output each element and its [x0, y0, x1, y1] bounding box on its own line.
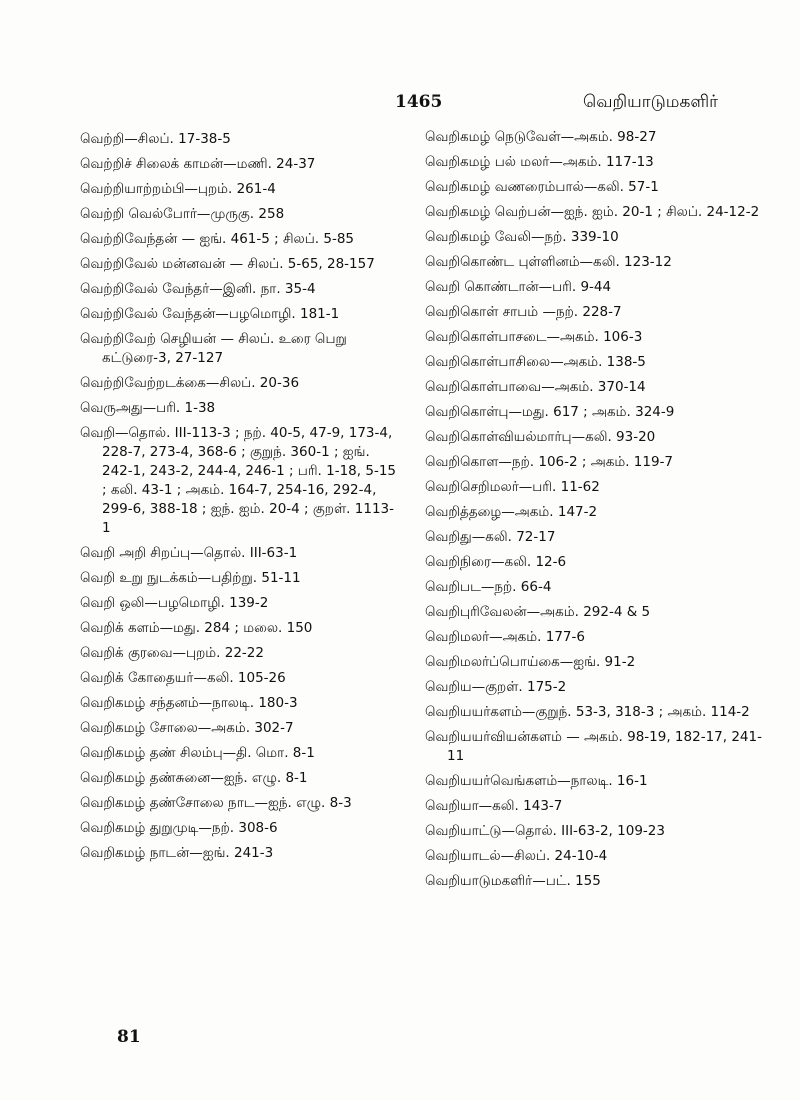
index-entry: வெற்றியாற்றம்பி—புறம். 261-4 [80, 181, 276, 197]
index-entry: வெறிகமழ் சோலை—அகம். 302-7 [80, 720, 294, 736]
index-entry: வெற்றிவேற்றடக்கை—சிலப். 20-36 [80, 375, 300, 391]
index-entry: வெறிக் கோதையர்—கலி. 105-26 [80, 670, 286, 686]
index-entry: வெறியா—கலி. 143-7 [425, 798, 563, 814]
index-entry: வெறிகமழ் வணரைம்பால்—கலி. 57-1 [425, 179, 659, 195]
signature-number: 81 [117, 1027, 141, 1047]
index-entry: வெற்றிவேல் வேந்தர்—இனி. நா. 35-4 [80, 281, 316, 297]
index-entry: வெறியயர்வியன்களம் — அகம். 98-19, 182-17, 241-11 [425, 729, 762, 764]
index-entry: வெறி அறி சிறப்பு—தொல். III-63-1 [80, 545, 298, 561]
right-column [425, 128, 765, 897]
index-entry: வெறிகொள்பாசிலை—அகம். 138-5 [425, 354, 646, 370]
index-entry: வெறிய—குறள். 175-2 [425, 679, 567, 695]
index-entry: வெறிசெறிமலர்—பரி. 11-62 [425, 479, 600, 495]
index-entry: வெறிகமழ் பல் மலர்—அகம். 117-13 [425, 154, 654, 170]
index-entry: வெறித்தழை—அகம். 147-2 [425, 504, 598, 520]
index-entry: வெறிது—கலி. 72-17 [425, 529, 556, 545]
index-entry: வெறிகொள்பாவை—அகம். 370-14 [425, 379, 646, 395]
index-entry: வெறிகமழ் தண்சுனை—ஐந். எழு. 8-1 [80, 770, 308, 786]
index-entry: வெறிமலர்—அகம். 177-6 [425, 629, 585, 645]
index-entry: வெறிகமழ் சந்தனம்—நாலடி. 180-3 [80, 695, 298, 711]
index-entry: வெறிகொள—நற். 106-2 ; அகம். 119-7 [425, 454, 674, 470]
index-entry: வெறிகொள்பு—மது. 617 ; அகம். 324-9 [425, 404, 675, 420]
index-entry: வெறிகமழ் வெற்பன்—ஐந். ஐம். 20-1 ; சிலப். 24-12-2 [425, 204, 760, 220]
index-entry: வெறிகொள்பாசடை—அகம். 106-3 [425, 329, 643, 345]
index-entry: வெருஅது—பரி. 1-38 [80, 400, 216, 416]
index-entry: வெறிகமழ் தண் சிலம்பு—தி. மொ. 8-1 [80, 745, 315, 761]
index-entry: வெறிகமழ் நெடுவேள்—அகம். 98-27 [425, 129, 657, 145]
index-entry: வெறிகொள் சாபம் —நற். 228-7 [425, 304, 622, 320]
index-entry: வெறி உறு நுடக்கம்—பதிற்று. 51-11 [80, 570, 301, 586]
index-entry: வெறிக் குரவை—புறம். 22-22 [80, 645, 264, 661]
left-column [80, 130, 398, 869]
index-entry: வெறியயர்களம்—குறுந். 53-3, 318-3 ; அகம். 114-2 [425, 704, 750, 720]
running-head: வெறியாடுமகளிர் [583, 92, 718, 112]
index-entry: வெற்றிச் சிலைக் காமன்—மணி. 24-37 [80, 156, 316, 172]
index-entry: வெறிகமழ் துறுமுடி—நற். 308-6 [80, 820, 278, 836]
index-entry: வெறிகமழ் தண்சோலை நாட—ஐந். எழு. 8-3 [80, 795, 352, 811]
index-entry: வெறிக் களம்—மது. 284 ; மலை. 150 [80, 620, 313, 636]
index-entry: வெற்றிவேற் செழியன் — சிலப். உரை பெறு கட்டுரை-3, 27-127 [80, 331, 347, 366]
index-entry: வெறியாடல்—சிலப். 24-10-4 [425, 848, 608, 864]
index-entry: வெற்றி—சிலப். 17-38-5 [80, 131, 231, 147]
index-entry: வெற்றிவேல் வேந்தன்—பழமொழி. 181-1 [80, 306, 340, 322]
index-entry: வெறிமலர்ப்பொய்கை—ஐங். 91-2 [425, 654, 636, 670]
index-entry: வெறிகமழ் வேலி—நற். 339-10 [425, 229, 619, 245]
index-entry: வெறி கொண்டான்—பரி. 9-44 [425, 279, 612, 295]
index-entry: வெறிபட—நற். 66-4 [425, 579, 552, 595]
index-entry: வெறி ஒலி—பழமொழி. 139-2 [80, 595, 269, 611]
index-entry: வெறி—தொல். III-113-3 ; நற். 40-5, 47-9, 173-4, 228-7, 273-4, 368-6 ; குறுந். 360-1 ; ஐங். 242-1, 243-2, 244-4, 246-1 ; பரி. 1-18, 5-15 ; கலி. 43-1 ; அகம். 164-7, 254-16, 292-4, 299-6, 388-18 ; ஐந். ஐம். 20-4 ; குறள். 1113-1 [80, 425, 396, 536]
index-entry: வெற்றி வெல்போர்—முருகு. 258 [80, 206, 285, 222]
index-entry: வெறிகொண்ட புள்ளினம்—கலி. 123-12 [425, 254, 672, 270]
index-entry: வெறியாடுமகளிர்—பட். 155 [425, 873, 601, 889]
index-entry: வெறியயர்வெங்களம்—நாலடி. 16-1 [425, 773, 648, 789]
index-entry: வெற்றிவேல் மன்னவன் — சிலப். 5-65, 28-157 [80, 256, 375, 272]
index-entry: வெறிபுரிவேலன்—அகம். 292-4 & 5 [425, 604, 651, 620]
page-number: 1465 [395, 92, 443, 112]
index-entry: வெறிகமழ் நாடன்—ஐங். 241-3 [80, 845, 274, 861]
index-entry: வெறியாட்டு—தொல். III-63-2, 109-23 [425, 823, 665, 839]
index-entry: வெறிநிரை—கலி. 12-6 [425, 554, 567, 570]
index-entry: வெற்றிவேந்தன் — ஐங். 461-5 ; சிலப். 5-85 [80, 231, 355, 247]
index-entry: வெறிகொள்வியல்மார்பு—கலி. 93-20 [425, 429, 656, 445]
